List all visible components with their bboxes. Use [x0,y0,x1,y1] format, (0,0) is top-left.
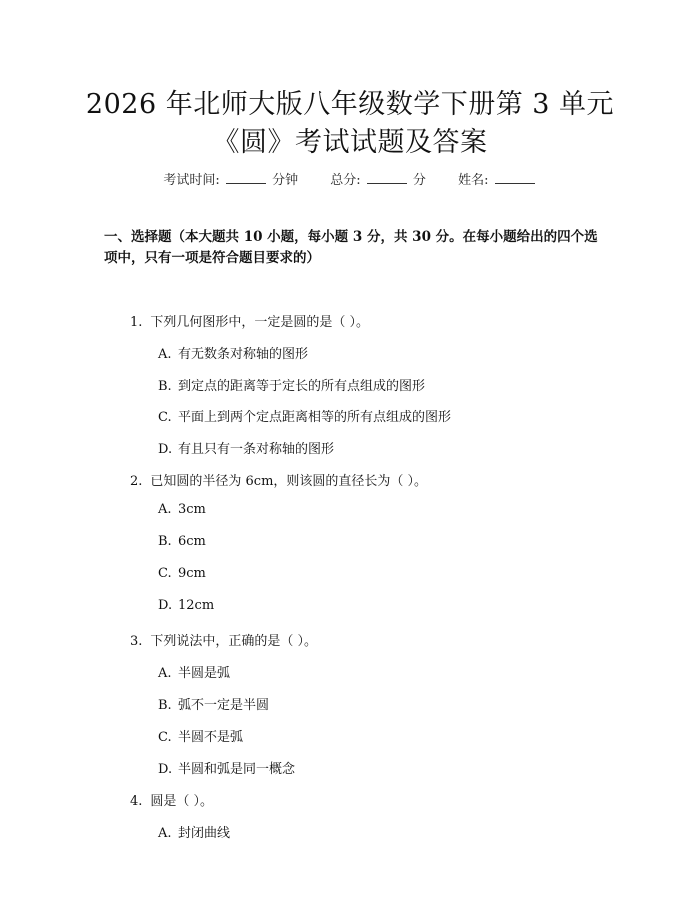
option-letter: C. [158,566,172,581]
question-number: 2. [130,474,143,489]
question-text: 下列说法中，正确的是（ ）。 [150,634,318,649]
option-letter: B. [158,379,172,394]
question-1-option-c [158,406,451,425]
option-letter: A. [158,826,172,841]
option-letter: C. [158,730,172,745]
total-score-blank [367,172,407,184]
question-3-option-d [158,758,295,777]
question-number: 3. [130,634,143,649]
total-score-unit: 分 [412,173,426,188]
option-letter: A. [158,666,172,681]
option-text: 封闭曲线 [178,826,231,841]
option-text: 半圆和弧是同一概念 [178,762,296,777]
question-3-option-c [158,726,243,745]
option-text: 半圆是弧 [178,666,231,681]
question-number: 1. [130,315,143,330]
exam-title-line-1: 2026 年北师大版八年级数学下册第 3 单元 [85,89,615,120]
student-name-field [458,173,537,188]
option-text: 12cm [178,598,215,613]
exam-time-field [163,173,302,188]
option-letter: D. [158,598,173,613]
exam-time-blank [226,172,266,184]
exam-time-unit: 分钟 [272,173,299,188]
question-1-option-a [158,343,308,362]
question-number: 4. [130,794,143,809]
question-2-option-a [158,502,206,517]
option-text: 弧不一定是半圆 [178,698,270,713]
student-name-label: 姓名: [458,173,489,188]
question-1 [130,311,369,330]
option-text: 半圆不是弧 [178,730,244,745]
question-3-option-a [158,662,230,681]
question-4 [130,790,213,809]
option-letter: A. [158,347,172,362]
total-score-field [330,173,430,188]
option-text: 平面上到两个定点距离相等的所有点组成的图形 [178,410,452,425]
question-text: 圆是（ ）。 [150,794,214,809]
exam-time-label: 考试时间: [163,173,220,188]
total-score-label: 总分: [330,173,361,188]
exam-info-row [0,169,700,188]
option-letter: B. [158,698,172,713]
question-text: 已知圆的半径为 6cm，则该圆的直径长为（ ）。 [150,474,428,489]
question-3 [130,630,317,649]
option-letter: A. [158,502,172,517]
question-3-option-b [158,694,269,713]
section-heading: 一、选择题（本大题共 10 小题，每小题 3 分，共 30 分。在每小题给出的四个选项中，只有一项是符合题目要求的） [104,229,598,266]
question-1-option-b [158,375,425,394]
question-2 [130,470,427,489]
question-2-option-d [158,598,214,613]
option-text: 有且只有一条对称轴的图形 [178,442,335,457]
question-2-option-b [158,534,206,549]
question-2-option-c [158,566,206,581]
exam-title-line-2: 《圆》考试试题及答案 [212,127,488,158]
option-letter: D. [158,442,173,457]
option-letter: B. [158,534,172,549]
student-name-blank [495,172,535,184]
question-text: 下列几何图形中，一定是圆的是（ ）。 [150,315,370,330]
option-text: 9cm [178,566,206,581]
option-letter: D. [158,762,173,777]
question-4-option-a [158,822,230,841]
option-text: 3cm [178,502,206,517]
option-letter: C. [158,410,172,425]
option-text: 到定点的距离等于定长的所有点组成的图形 [178,379,426,394]
option-text: 6cm [178,534,206,549]
question-1-option-d [158,438,334,457]
option-text: 有无数条对称轴的图形 [178,347,309,362]
